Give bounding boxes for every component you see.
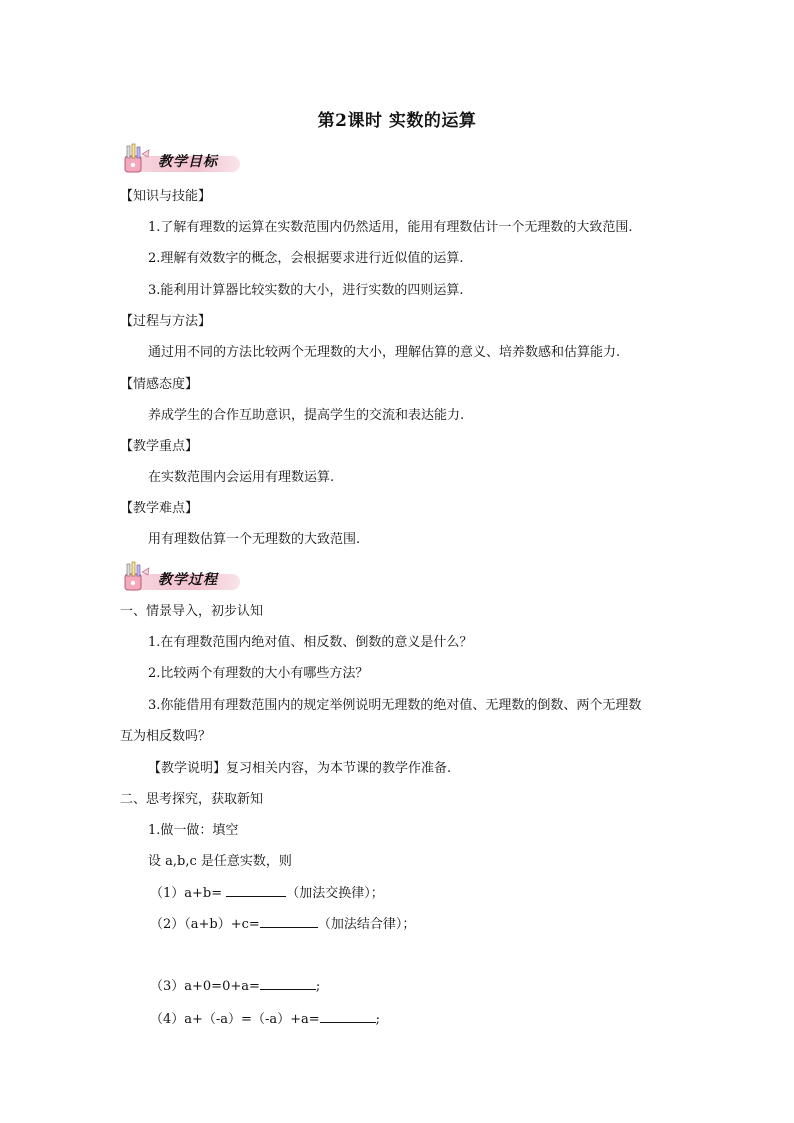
teaching-note: 【教学说明】复习相关内容，为本节课的教学作准备. [148, 761, 452, 776]
question-1: 1.在有理数范围内绝对值、相反数、倒数的意义是什么？ [148, 635, 473, 650]
difficulty-item: 用有理数估算一个无理数的大致范围. [148, 532, 361, 547]
knowledge-heading: 【知识与技能】 [120, 189, 212, 204]
exercise-2-blank[interactable] [260, 915, 318, 928]
exercise-3-suffix: ; [315, 979, 321, 994]
exercise-4-suffix: ; [375, 1012, 381, 1027]
exercise-4-prefix: （4）a+（-a）=（-a）+a= [150, 1012, 320, 1027]
question-3-line-1: 3.你能借用有理数范围内的规定举例说明无理数的绝对值、无理数的倒数、两个无理数 [148, 698, 642, 713]
pencil-cup-icon [118, 560, 152, 594]
exercise-2 [150, 915, 415, 934]
key-point-heading: 【教学重点】 [120, 439, 199, 454]
question-3-line-2: 互为相反数吗？ [120, 729, 212, 744]
exercise-4-blank[interactable] [320, 1010, 376, 1023]
attitude-heading: 【情感态度】 [120, 377, 199, 392]
objectives-banner [118, 142, 248, 176]
exercise-1-suffix: （加法交换律）； [286, 886, 384, 901]
difficulty-heading: 【教学难点】 [120, 501, 199, 516]
exercise-3-blank[interactable] [260, 977, 316, 990]
process-banner-label: 教学过程 [158, 572, 218, 588]
exercise-3-prefix: （3）a+0=0+a= [150, 979, 260, 994]
pencil-cup-icon [118, 142, 152, 176]
objectives-banner-label: 教学目标 [158, 154, 218, 170]
key-point-item: 在实数范围内会运用有理数运算. [148, 470, 335, 485]
exercise-2-suffix: （加法结合律）； [317, 917, 416, 932]
attitude-item: 养成学生的合作互助意识，提高学生的交流和表达能力. [148, 408, 465, 423]
page-title: 第2课时 实数的运算 [317, 111, 477, 131]
activity-1: 1.做一做：填空 [148, 823, 239, 838]
question-2: 2.比较两个有理数的大小有哪些方法？ [148, 666, 369, 681]
process-method-heading: 【过程与方法】 [120, 314, 212, 329]
exercise-4 [150, 1010, 380, 1029]
setup-statement: 设 a,b,c 是任意实数，则 [148, 854, 292, 869]
knowledge-item-3: 3.能利用计算器比较实数的大小，进行实数的四则运算. [148, 283, 464, 298]
knowledge-item-2: 2.理解有效数字的概念，会根据要求进行近似值的运算. [148, 251, 464, 266]
section-2-heading: 二、思考探究，获取新知 [120, 792, 264, 807]
exercise-1-prefix: （1）a+b= [150, 886, 227, 901]
exercise-2-prefix: （2）（a+b）+c= [150, 917, 260, 932]
exercise-1 [150, 884, 384, 903]
exercise-1-blank[interactable] [226, 884, 286, 897]
section-1-heading: 一、情景导入，初步认知 [120, 604, 264, 619]
knowledge-item-1: 1.了解有理数的运算在实数范围内仍然适用，能用有理数估计一个无理数的大致范围. [148, 220, 633, 235]
process-banner [118, 560, 248, 594]
process-method-item: 通过用不同的方法比较两个无理数的大小，理解估算的意义、培养数感和估算能力. [148, 345, 621, 360]
exercise-3 [150, 977, 320, 996]
